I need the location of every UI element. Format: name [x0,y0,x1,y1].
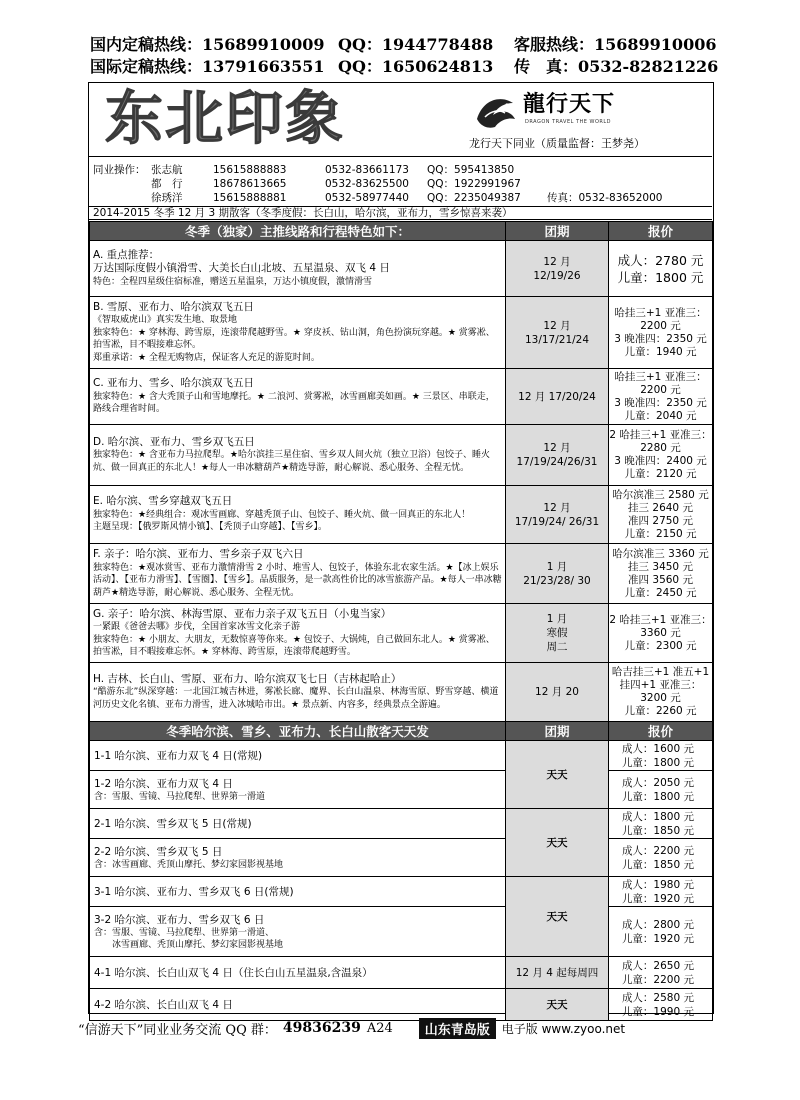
tour-title: H. 吉林、长白山、雪原、亚布力、哈尔滨双飞七日（吉林起哈止） [93,672,402,685]
tour-title: B. 雪原、亚布力、哈尔滨双飞五日 [93,300,254,313]
child-price: 儿童：1800 元 [621,790,694,803]
price-line: 准四 2750 元 [628,514,693,527]
header-price: 报价 [609,222,713,241]
route-dates [506,957,609,989]
tour-price [609,369,713,425]
child-price: 儿童：2200 元 [621,973,694,986]
contact-row [93,177,662,191]
date-line: 1 月 [546,560,568,573]
date-line: 17/19/24/26/31 [516,456,598,468]
tour-line: 独家特色：★ 含亚布力马拉爬犁。★哈尔滨挂三星住宿、雪乡双人间火炕（独立卫浴）包饺子、睡火炕、做一回真正的东北人！★每人一串冰糖葫芦★精选导游，耐心解说、悉心服务、全程无忧。 [93,450,491,473]
contacts-spacer [93,191,151,205]
price-line: 哈尔滨准三 2580 元 [612,488,709,501]
adult-price: 成人：1600 元 [621,742,694,755]
route-name [90,741,506,771]
hotline-row-1 [90,34,720,56]
tour-row [90,604,713,663]
daily-label: 天天 [546,910,568,923]
price-line: 挂四+1 亚准三： [619,679,702,691]
tour-dates [506,663,609,722]
tour-dates [506,297,609,369]
child-price: 儿童：1990 元 [621,1005,694,1018]
adult-price: 成人：1980 元 [621,878,694,891]
route-dates [506,809,609,877]
intl-hotline: 国际定稿热线：13791663551 [90,57,325,76]
tour-dates [506,544,609,604]
tour-row [90,663,713,722]
list-item [90,741,713,771]
footer-text: “信游天下”同业业务交流 QQ 群： [78,1022,277,1038]
price-line: 儿童：2150 元 [624,527,697,540]
tour-price [609,604,713,663]
flyer-sheet [88,82,714,1018]
header-routes: 冬季哈尔滨、雪乡、亚布力、长白山散客天天发 [90,722,506,741]
route-title: 4-2 哈尔滨、长白山双飞 4 日 [94,998,233,1011]
price-line: 2 哈挂三+1 亚准三： [609,613,712,626]
tour-price [609,486,713,544]
date-line: 12 月 17/20/24 [518,390,596,403]
route-price [609,741,713,771]
route-name [90,809,506,839]
price-line: 哈尔滨准三 3360 元 [612,547,709,560]
date-line: 寒假 [546,627,568,639]
route-includes: 含：雪服、雪镜、马拉爬犁、世界第一滑道、 [94,927,275,938]
price-line: 2200 元 [640,319,681,332]
adult-price: 成人：1800 元 [621,810,694,823]
tour-dates [506,425,609,486]
tour-dates [506,486,609,544]
tour-row [90,241,713,297]
route-includes: 含：雪服、雪镜、马拉爬犁、世界第一滑道 [94,791,266,802]
contact-row [93,163,662,177]
tour-line: 一紧跟《爸爸去哪》步伐，全国首家冰雪文化亲子游 [93,622,301,632]
route-dates [506,741,609,809]
route-includes: 冰雪画廊、秃顶山摩托、梦幻家园影视基地 [112,939,284,950]
service-hotline: 客服热线：15689910006 [514,35,717,54]
price-line: 3360 元 [640,626,681,639]
route-price [609,907,713,957]
list-item [90,839,713,877]
contact-qq: QQ：1922991967 [427,178,521,190]
list-item [90,907,713,957]
tour-line: 万达国际度假小镇滑雪、大美长白山北坡、五星温泉、双飞 4 日 [93,262,390,275]
price-line: 2200 元 [640,383,681,396]
tour-title: G. 亲子：哈尔滨、林海雪原、亚布力亲子双飞五日（小鬼当家） [93,607,392,620]
brand-english: DRAGON TRAVEL THE WORLD [525,119,612,125]
list-item [90,771,713,809]
tour-price [609,425,713,486]
tour-title: A. 重点推荐： [93,248,160,261]
price-line: 儿童：2040 元 [624,409,697,422]
date-line: 12 月 [543,319,571,332]
hotlines [90,34,720,78]
tour-title: F. 亲子：哈尔滨、亚布力、雪乡亲子双飞六日 [93,548,304,560]
route-title: 3-2 哈尔滨、亚布力、雪乡双飞 6 日 [94,913,265,926]
tour-price [609,544,713,604]
route-price [609,989,713,1021]
price-line: 准四 3560 元 [628,573,693,586]
price-line: 2 哈挂三+1 亚准三： [609,429,712,441]
daily-label: 天天 [546,998,568,1011]
season-line: 2014-2015 冬季 12 月 3 期散客（冬季度假：长白山，哈尔滨，亚布力，雪乡惊喜来袭） [89,206,712,220]
price-line: 挂三 2640 元 [628,501,693,514]
tour-line: 主题呈现：【俄罗斯风情小镇】、【秃顶子山穿越】、【雪乡】。 [93,522,328,533]
tour-dates [506,604,609,663]
date-line: 12 月 20 [535,686,579,698]
date-line: 12/19/26 [533,269,581,282]
route-dates [506,989,609,1021]
brand-tagline: 龙行天下同业（质量监督：王梦尧） [469,137,645,150]
brand-name: 龍行天下 [523,91,616,117]
tour-row [90,486,713,544]
adult-price: 成人：2800 元 [621,918,694,931]
tour-line: 郑重承诺：★ 全程无购物店，保证客人充足的游览时间。 [93,352,320,363]
adult-price: 成人：2200 元 [621,844,694,857]
daily-label: 天天 [546,836,568,849]
date-line: 周二 [546,641,568,653]
tour-info [90,544,506,604]
date-line: 17/19/24/ 26/31 [514,515,600,528]
route-dates [506,877,609,957]
list-item [90,809,713,839]
contact-name: 都 行 [151,178,183,190]
page-number: A24 [366,1020,393,1036]
price-line: 哈挂三+1 亚准三： [614,370,707,383]
list-item [90,877,713,907]
domestic-hotline: 国内定稿热线：15689910009 [90,35,325,54]
website-link[interactable]: 电子版 www.zyoo.net [501,1021,626,1036]
route-name [90,771,506,809]
tour-line: 独家特色：★ 穿林海、跨雪原，连滚带爬越野雪。★ 穿皮袄、钻山洞，角色扮演玩穿越。★ 赏雾凇、拍雪凇，目不暇接难忘怀。 [93,327,495,351]
daily-tours-table [89,721,713,1021]
route-price [609,877,713,907]
child-price: 儿童：1920 元 [621,892,694,905]
route-name [90,877,506,907]
price-line: 儿童：2120 元 [624,468,697,480]
route-name [90,907,506,957]
header-routes: 冬季（独家）主推线路和行程特色如下： [90,222,506,241]
date-line: 12 月 [543,255,571,268]
price-line: 2280 元 [640,442,681,454]
route-name [90,839,506,877]
table-header [90,222,713,241]
contact-tel: 0532-83625500 [325,178,409,190]
price-line: 儿童：2300 元 [624,639,697,652]
contact-mobile: 15615888883 [213,164,287,176]
price-line: 3 晚准四：2350 元 [614,396,707,409]
route-name [90,989,506,1021]
date-line: 12 月 [543,442,571,454]
tour-info [90,663,506,722]
contacts [93,163,662,205]
contact-qq: QQ：595413850 [427,164,515,176]
contact-tel: 0532-58977440 [325,192,409,204]
banner [89,83,712,157]
tour-row [90,369,713,425]
domestic-qq: QQ：1944778488 [338,35,494,54]
route-price [609,957,713,989]
header-dates: 团期 [506,722,609,741]
date-line: 1 月 [546,613,568,625]
child-price: 儿童：1850 元 [621,824,694,837]
featured-tours-table [89,221,713,722]
date-line: 21/23/28/ 30 [523,574,591,587]
route-price [609,771,713,809]
tour-info [90,486,506,544]
route-name [90,957,506,989]
contact-name: 张志航 [151,164,183,176]
fax-line: 传 真：0532-82821226 [514,57,719,76]
contacts-label: 同业操作： [93,164,146,176]
tour-info [90,425,506,486]
contact-mobile: 18678613665 [213,178,287,190]
hotline-row-2 [90,56,720,78]
tour-row [90,544,713,604]
tour-line: 特色：全程四星级住宿标准，赠送五星温泉，万达小镇度假，激情滑雪 [93,276,373,287]
date-line: 13/17/21/24 [524,333,590,346]
tour-row [90,297,713,369]
price-line: 3200 元 [640,692,681,704]
contact-name: 徐琇洋 [151,192,183,204]
contacts-spacer [93,177,151,191]
header-dates: 团期 [506,222,609,241]
route-title: 1-1 哈尔滨、亚布力双飞 4 日(常规) [94,749,263,762]
date-line: 12 月 [543,501,571,514]
child-price: 儿童：1920 元 [621,932,694,945]
tour-price [609,297,713,369]
contact-row [93,191,662,205]
price-line: 儿童：2260 元 [624,705,697,717]
price-line: 哈挂三+1 亚准三： [614,306,707,319]
adult-price: 成人：2050 元 [621,776,694,789]
route-title: 4-1 哈尔滨、长白山双飞 4 日（住长白山五星温泉,含温泉） [94,966,373,979]
list-item [90,957,713,989]
tour-title: E. 哈尔滨、雪乡穿越双飞五日 [93,495,233,508]
list-item [90,989,713,1021]
tour-dates [506,369,609,425]
child-price: 儿童：1800 元 [621,756,694,769]
price-line: 挂三 3450 元 [628,560,693,573]
contact-mobile: 15615888881 [213,192,287,204]
tour-line: 独家特色：★ 小朋友、大朋友，无数惊喜等你来。★ 包饺子、大锅炖，自己做回东北人。★ 赏雾凇、拍雪凇，目不暇接难忘怀。★ 穿林海、跨雪原，连滚带爬越野雪。 [93,634,495,657]
weekly-label: 12 月 4 起每周四 [515,966,599,979]
table-header [90,722,713,741]
tour-title: C. 亚布力、雪乡、哈尔滨双飞五日 [93,377,255,390]
adult-price: 成人：2650 元 [621,959,694,972]
tour-line: 《智取威虎山》真实发生地、取景地 [93,315,238,326]
tour-info [90,369,506,425]
price-line: 哈吉挂三+1 准五+1 [611,666,710,678]
footer [78,1017,718,1039]
contact-tel: 0532-83661173 [325,164,409,176]
price-line: 3 晚准四：2350 元 [614,332,707,345]
price-line: 3 晚准四：2400 元 [614,455,707,467]
adult-price: 成人：2580 元 [621,991,694,1004]
edition-badge: 山东青岛版 [419,1018,496,1039]
footer-qq-group: 49836239 [282,1020,361,1036]
price-line: 成人：2780 元 [617,252,704,268]
tour-info [90,297,506,369]
tour-info [90,604,506,663]
route-title: 3-1 哈尔滨、亚布力、雪乡双飞 6 日(常规) [94,885,294,898]
contact-qq: QQ：2235049387 [427,192,521,204]
tour-title: D. 哈尔滨、亚布力、雪乡双飞五日 [93,435,255,448]
route-price [609,839,713,877]
tour-line: “酷游东北”纵深穿越：一北国江城吉林进，雾凇长廊、魔界、长白山温泉、林海雪原、野雪穿越、横道河历史文化名镇、亚布力滑雪，进入冰城哈市出。★ 景点新、内容多，经典景点全游遍。 [93,687,499,710]
tour-line: 独家特色：★ 含大秃顶子山和雪地摩托。★ 二浪河、赏雾凇，冰雪画廊美如画。★ 三景区、串联走，路线合理省时间。 [93,391,495,415]
daily-label: 天天 [546,768,568,781]
price-line: 儿童：1940 元 [624,345,697,358]
tour-price [609,663,713,722]
intl-qq: QQ：1650624813 [338,57,494,76]
tour-row [90,425,713,486]
route-title: 1-2 哈尔滨、亚布力双飞 4 日 [94,777,233,790]
child-price: 儿童：1850 元 [621,858,694,871]
price-line: 儿童：1800 元 [617,269,704,285]
route-price [609,809,713,839]
route-title: 2-2 哈尔滨、雪乡双飞 5 日 [94,845,223,858]
tour-info [90,241,506,297]
tour-line: 独家特色：★经典组合：观冰雪画廊、穿越秃顶子山、包饺子、睡火炕、做一回真正的东北人！ [93,509,471,520]
tour-dates [506,241,609,297]
price-line: 儿童：2450 元 [624,586,697,599]
route-title: 2-1 哈尔滨、雪乡双飞 5 日(常规) [94,817,252,830]
tour-price [609,241,713,297]
header-price: 报价 [609,722,713,741]
tour-line: 独家特色：★观冰赏雪、亚布力激情滑雪 2 小时、堆雪人、包饺子，体验东北农家生活。★【冰上娱乐活动】、【亚布力滑雪】、【雪圈】、【雪乡】。品质服务，是一款高性价比的冰雪旅游产品。★每人一串冰糖葫芦★精选导游，耐心解说、悉心服务、全程无忧。 [93,562,502,598]
contact-fax: 传真：0532-83652000 [547,192,663,204]
page-title: 东北印象 [105,84,346,152]
route-includes: 含：冰雪画廊、秃顶山摩托、梦幻家园影视基地 [94,859,284,870]
